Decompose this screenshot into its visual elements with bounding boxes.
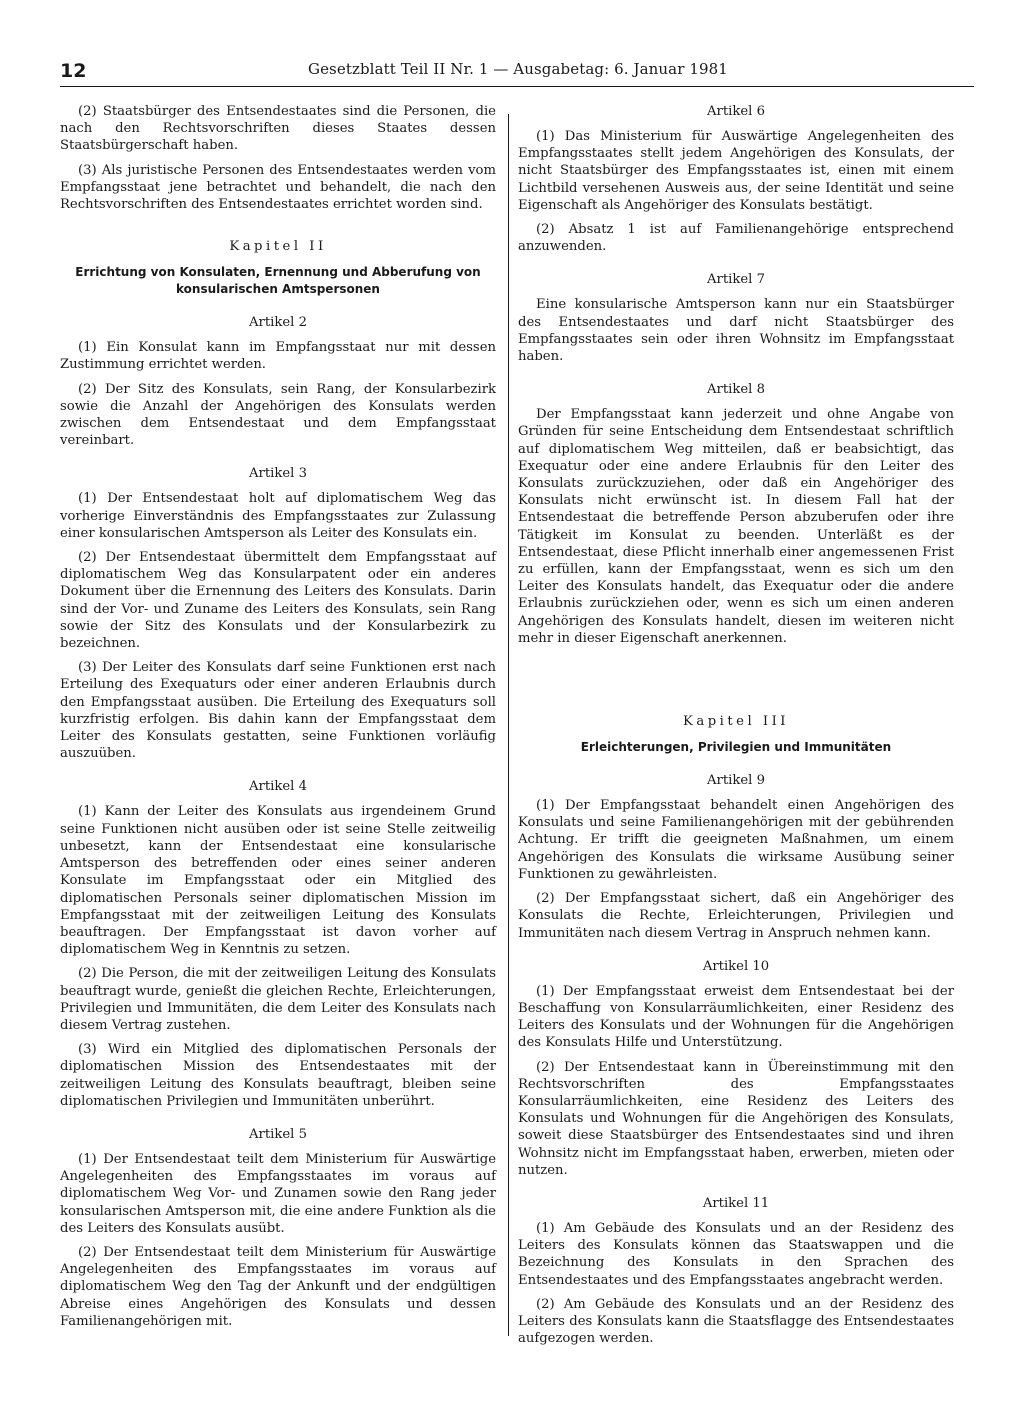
paragraph: (1) Der Empfangsstaat behandelt einen Angehörigen des Konsulats und seine Familienangehörigen mit der gebührenden Achtung. Er trifft die geeigneten Maßnahmen, um einem Angehörigen des Konsulats die wirksame Ausübung seiner Funktionen zu gewährleisten. — [518, 798, 954, 882]
paragraph: (2) Die Person, die mit der zeitweiligen Leitung des Konsulats beauftragt wurde, genießt die gleichen Rechte, Erleichterungen, Privilegien und Immunitäten, die dem Leiter des Konsulats nach diesem Vertrag zustehen. — [60, 966, 496, 1033]
article-heading: Artikel 6 — [707, 104, 765, 119]
article-heading: Artikel 4 — [249, 779, 307, 795]
column-divider — [508, 114, 509, 1336]
paragraph: (2) Staatsbürger des Entsendestaates sind die Personen, die nach den Rechtsvorschriften dieses Staates dessen Staatsbürgerschaft haben. — [60, 104, 496, 154]
left-column — [60, 103, 496, 1337]
paragraph: (2) Der Entsendestaat kann in Übereinstimmung mit den Rechtsvorschriften des Empfangsstaates Konsularräumlichkeiten, eine Residenz des Leiters des Konsulats und Wohnungen für die Angehörigen des Konsulats, soweit diese Staatsbürger des Entsendestaates sind und ihren Wohnsitz nicht im Empfangsstaat haben, erwerben, mieten oder nutzen. — [518, 1059, 954, 1178]
page-header — [60, 60, 974, 87]
article-heading: Artikel 10 — [702, 958, 770, 974]
spacer — [518, 654, 954, 688]
paragraph: (1) Kann der Leiter des Konsulats aus irgendeinem Grund seine Funktionen nicht ausüben oder ist seine Stelle zeitweilig unbesetzt, kann der Entsendestaat eine konsularische Amtsperson des betreffenden oder eines seiner anderen Konsulate im Empfangsstaat oder ein Mitglied des diplomatischen Personals seiner diplomatischen Mission im Empfangsstaat mit der zeitweiligen Leitung des Konsulats beauftragen. Der Empfangsstaat ist davon vorher auf diplomatischem Weg in Kenntnis zu setzen. — [60, 804, 496, 958]
paragraph: (1) Am Gebäude des Konsulats und an der Residenz des Leiters des Konsulats können das Staatswappen und die Bezeichnung des Konsulats in den Sprachen des Entsendestaates und des Empfangsstaates angebracht werden. — [518, 1220, 954, 1288]
paragraph: Der Empfangsstaat kann jederzeit und ohne Angabe von Gründen für seine Entscheidung dem Entsendestaat schriftlich auf diplomatischem Weg mitteilen, daß er beabsichtigt, das Exequatur oder eine andere Erlaubnis für den Leiter des Konsulats zurückzuziehen, oder daß ein Angehöriger des Konsulats nicht erwünscht ist. In diesem Fall hat der Entsendestaat die betreffende Person abzuberufen oder ihre Tätigkeit im Konsulat zu beenden. Unterläßt es der Entsendestaat, diese Pflicht innerhalb einer angemessenen Frist zu erfüllen, kann der Empfangsstaat, wenn es sich um den Leiter des Konsulats handelt, das Exequatur oder die andere Erlaubnis zurückziehen oder, wenn es sich um einen anderen Angehörigen des Konsulats handelt, diesen im weiteren nicht mehr in dieser Eigenschaft anerkennen. — [518, 407, 954, 646]
paragraph: (2) Der Sitz des Konsulats, sein Rang, der Konsularbezirk sowie die Anzahl der Angehörigen des Konsulats werden zwischen dem Entsendestaat und dem Empfangsstaat vereinbart. — [60, 381, 496, 449]
paragraph: (2) Der Entsendestaat teilt dem Ministerium für Auswärtige Angelegenheiten des Empfangsstaates im voraus auf diplomatischem Weg den Tag der Ankunft und der endgültigen Abreise eines Angehörigen des Konsulats und dessen Familienangehörigen mit. — [60, 1244, 496, 1329]
paragraph: (2) Absatz 1 ist auf Familienangehörige entsprechend anzuwenden. — [518, 222, 954, 255]
article-heading: Artikel 2 — [249, 315, 307, 331]
paragraph: (2) Der Empfangsstaat sichert, daß ein Angehöriger des Konsulats die Rechte, Erleichterungen, Privilegien und Immunitäten nach diesem Vertrag in Anspruch nehmen kann. — [518, 891, 954, 941]
paragraph: (3) Wird ein Mitglied des diplomatischen Personals der diplomatischen Mission des Entsendestaates mit der zeitweiligen Leitung des Konsulats beauftragt, bleiben seine diplomatischen Privilegien und Immunitäten unberührt. — [60, 1042, 496, 1109]
chapter-title: Erleichterungen, Privilegien und Immunitäten — [580, 740, 892, 755]
paragraph: (1) Der Entsendestaat holt auf diplomatischem Weg das vorherige Einverständnis des Empfangsstaates zur Zulassung einer konsularischen Amtsperson als Leiter des Konsulats ein. — [60, 491, 496, 541]
running-head: Gesetzblatt Teil II Nr. 1 — Ausgabetag: 6. Januar 1981 — [308, 60, 728, 78]
paragraph: (1) Das Ministerium für Auswärtige Angelegenheiten des Empfangsstaates stellt jedem Angehörigen des Konsulats, der nicht Staatsbürger des Empfangsstaates ist, einen mit einem Lichtbild versehenen Ausweis aus, der seine Identität und seine Eigenschaft als Angehöriger des Konsulats bestätigt. — [518, 129, 954, 213]
paragraph: (1) Der Empfangsstaat erweist dem Entsendestaat bei der Beschaffung von Konsularräumlichkeiten, einer Residenz des Leiters des Konsulats und der Wohnungen für die Angehörigen des Konsulats Hilfe und Unterstützung. — [518, 983, 954, 1051]
article-heading: Artikel 11 — [702, 1195, 770, 1211]
right-column — [518, 103, 954, 1354]
chapter-heading: Kapitel III — [682, 714, 789, 730]
article-heading: Artikel 8 — [707, 382, 765, 398]
paragraph: (3) Als juristische Personen des Entsendestaates werden vom Empfangsstaat jene betrachtet und behandelt, die nach den Rechtsvorschriften des Entsendestaates errichtet worden sind. — [60, 162, 496, 213]
chapter-heading: Kapitel II — [229, 239, 327, 255]
paragraph: (1) Ein Konsulat kann im Empfangsstaat nur mit dessen Zustimmung errichtet werden. — [60, 340, 496, 373]
paragraph: (1) Der Entsendestaat teilt dem Ministerium für Auswärtige Angelegenheiten des Empfangsstaates im voraus auf diplomatischem Weg Vor- und Zunamen sowie den Rang jeder konsularischen Amtsperson mit, die eine andere Funktion als die des Leiters des Konsulats ausübt. — [60, 1151, 496, 1236]
paragraph: Eine konsularische Amtsperson kann nur ein Staatsbürger des Entsendestaates und darf nicht Staatsbürger des Empfangsstaates sein oder ihren Wohnsitz im Empfangsstaat haben. — [518, 297, 954, 365]
paragraph: (3) Der Leiter des Konsulats darf seine Funktionen erst nach Erteilung des Exequaturs oder einer anderen Erlaubnis durch den Empfangsstaat ausüben. Die Erteilung des Exequaturs soll kurzfristig erfolgen. Bis dahin kann der Empfangsstaat dem Leiter des Konsulats gestatten, seine Funktionen vorläufig auszuüben. — [60, 660, 496, 762]
paragraph: (2) Der Entsendestaat übermittelt dem Empfangsstaat auf diplomatischem Weg das Konsularpatent oder ein anderes Dokument über die Ernennung des Leiters des Konsulats. Darin sind der Vor- und Zuname des Leiters des Konsulats, sein Rang sowie der Sitz des Konsulats und der Konsularbezirk zu bezeichnen. — [60, 550, 496, 652]
article-heading: Artikel 7 — [707, 272, 765, 288]
chapter-title: Errichtung von Konsulaten, Ernennung und Abberufung von konsularischen Amtspersonen — [75, 265, 481, 297]
article-heading: Artikel 9 — [707, 773, 765, 789]
article-heading: Artikel 5 — [249, 1126, 307, 1142]
paragraph: (2) Am Gebäude des Konsulats und an der Residenz des Leiters des Konsulats kann die Staatsflagge des Entsendestaates aufgezogen werden. — [518, 1296, 954, 1347]
article-heading: Artikel 3 — [249, 466, 307, 482]
page-number: 12 — [60, 60, 87, 82]
